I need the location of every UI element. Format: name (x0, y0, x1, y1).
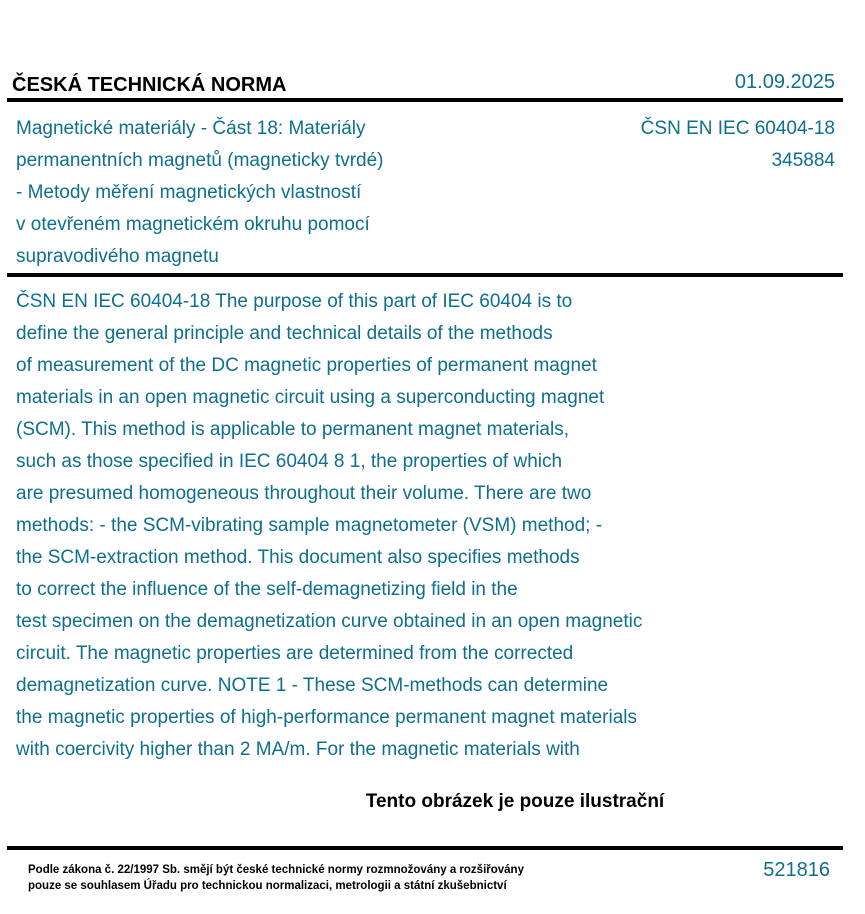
abstract-line: with coercivity higher than 2 MA/m. For the magnetic materials with (16, 739, 580, 760)
divider-top (7, 98, 843, 102)
legal-line: Podle zákona č. 22/1997 Sb. smějí být české technické normy rozmnožovány a rozšiřovány (28, 864, 524, 876)
abstract-line: ČSN EN IEC 60404-18 The purpose of this part of IEC 60404 is to (16, 291, 573, 312)
standard-identifiers (641, 113, 835, 177)
title-line: permanentních magnetů (magneticky tvrdé) (16, 150, 384, 171)
title-line: Magnetické materiály - Část 18: Materiály (16, 118, 366, 139)
abstract-line: the magnetic properties of high-performance permanent magnet materials (16, 707, 637, 728)
title-line: v otevřeném magnetickém okruhu pomocí (16, 214, 370, 235)
abstract-line: (SCM). This method is applicable to permanent magnet materials, (16, 419, 570, 440)
legal-notice (28, 862, 524, 894)
standard-title (16, 113, 486, 273)
divider-middle (7, 273, 843, 277)
abstract-line: of measurement of the DC magnetic properties of permanent magnet (16, 355, 597, 376)
abstract-line: circuit. The magnetic properties are determined from the corrected (16, 643, 574, 664)
page-heading: ČESKÁ TECHNICKÁ NORMA (12, 74, 287, 96)
abstract-line: are presumed homogeneous throughout their volume. There are two (16, 483, 592, 504)
abstract-line: demagnetization curve. NOTE 1 - These SCM-methods can determine (16, 675, 609, 696)
abstract-line: to correct the influence of the self-demagnetizing field in the (16, 579, 518, 600)
legal-line: pouze se souhlasem Úřadu pro technickou normalizaci, metrologii a státní zkušebnictví (28, 880, 507, 892)
publication-date: 01.09.2025 (734, 71, 835, 93)
abstract-line: such as those specified in IEC 60404 8 1, the properties of which (16, 451, 563, 472)
document-number: 521816 (763, 859, 830, 881)
class-number: 345884 (771, 150, 835, 171)
standard-code: ČSN EN IEC 60404-18 (640, 118, 835, 139)
abstract-text (16, 286, 736, 766)
title-line: - Metody měření magnetických vlastností (16, 182, 362, 203)
divider-bottom (7, 846, 843, 850)
illustration-note: Tento obrázek je pouze ilustrační (365, 791, 665, 812)
abstract-line: the SCM-extraction method. This document also specifies methods (16, 547, 580, 568)
abstract-line: methods: - the SCM-vibrating sample magnetometer (VSM) method; - (16, 515, 603, 536)
title-line: supravodivého magnetu (16, 246, 219, 267)
abstract-line: materials in an open magnetic circuit using a superconducting magnet (16, 387, 605, 408)
abstract-line: define the general principle and technical details of the methods (16, 323, 553, 344)
abstract-line: test specimen on the demagnetization curve obtained in an open magnetic (16, 611, 643, 632)
